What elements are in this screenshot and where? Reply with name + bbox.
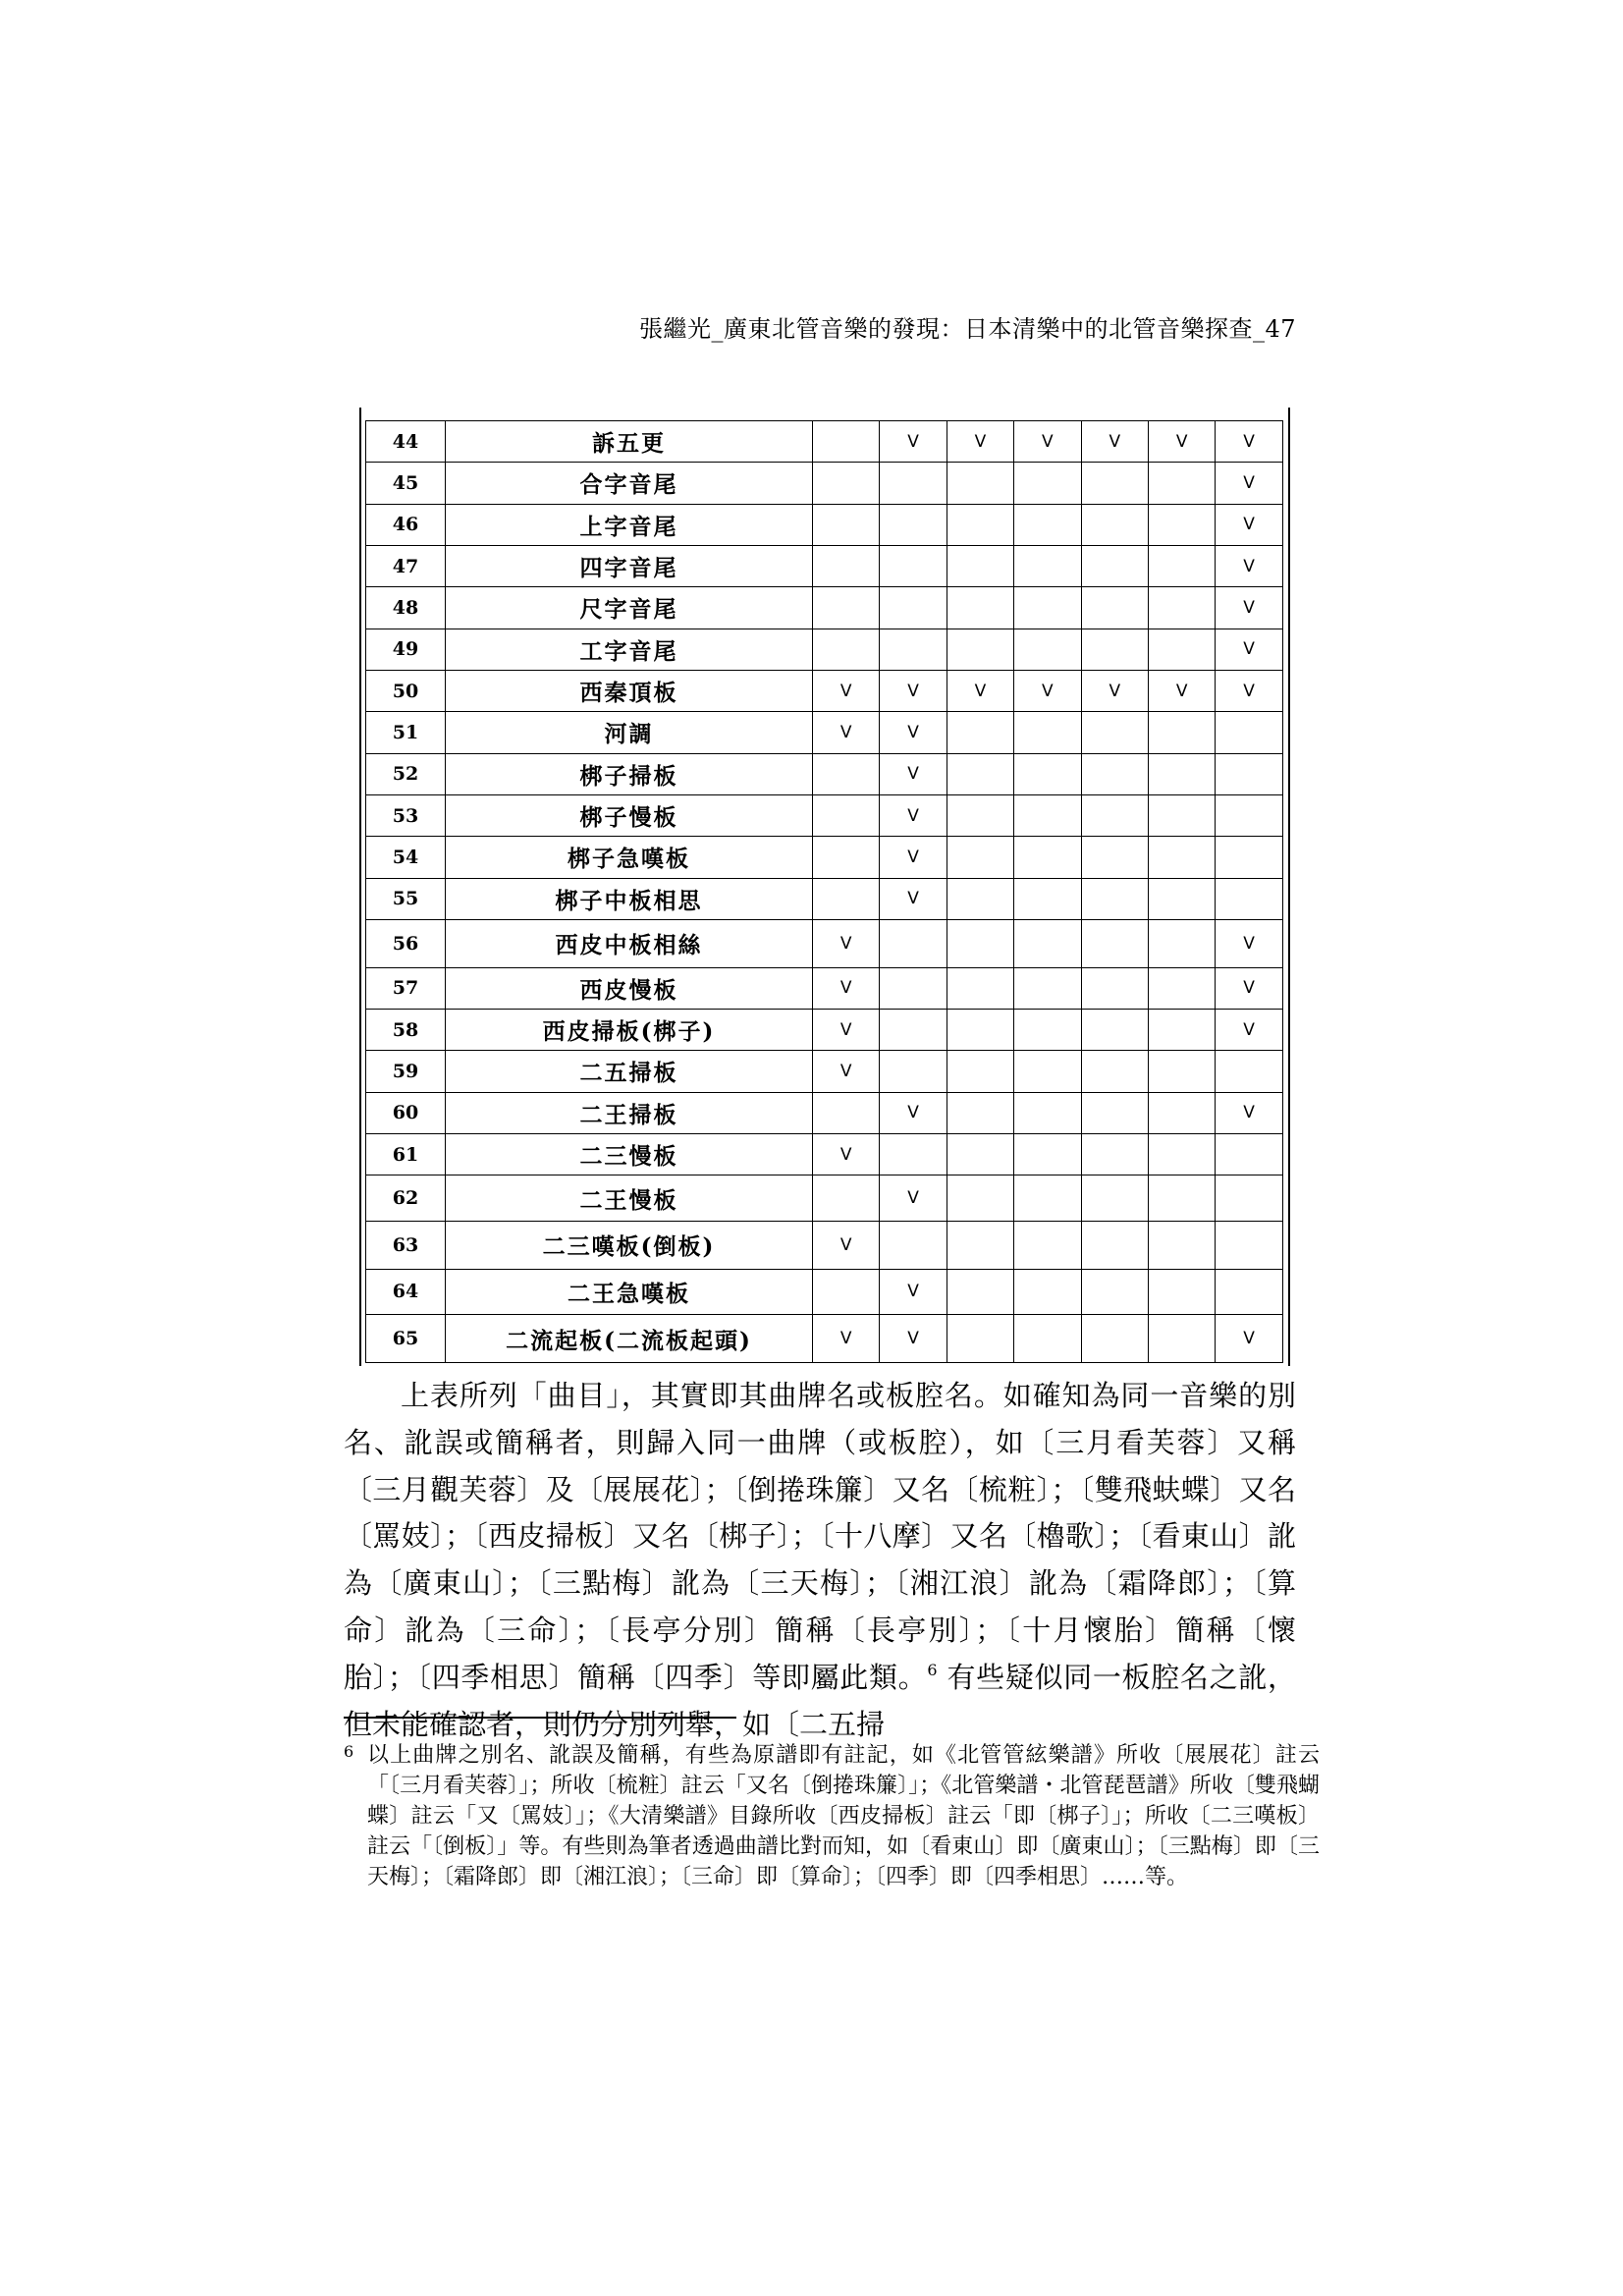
- source-check-cell: [1014, 545, 1081, 586]
- source-check-cell: V: [813, 712, 880, 753]
- source-check-cell: V: [1216, 421, 1282, 463]
- table-row: [366, 1269, 1283, 1315]
- source-check-cell: [1148, 587, 1215, 629]
- source-check-cell: [1081, 1133, 1148, 1175]
- source-check-cell: [1081, 587, 1148, 629]
- row-number: 61: [366, 1133, 446, 1175]
- source-check-cell: [880, 1051, 947, 1092]
- source-check-cell: [1216, 753, 1282, 794]
- source-check-cell: [1148, 712, 1215, 753]
- source-check-cell: [1148, 753, 1215, 794]
- source-check-cell: [880, 967, 947, 1009]
- source-check-cell: V: [1216, 670, 1282, 711]
- source-check-cell: [813, 878, 880, 919]
- source-check-cell: V: [813, 919, 880, 967]
- table-row: [366, 629, 1283, 670]
- source-check-cell: [813, 1269, 880, 1315]
- tune-title: 梆子慢板: [446, 794, 813, 836]
- table-row: [366, 1092, 1283, 1133]
- tune-table: [365, 420, 1283, 1363]
- source-check-cell: [1081, 1221, 1148, 1269]
- tune-title: 工字音尾: [446, 629, 813, 670]
- source-check-cell: V: [1216, 463, 1282, 504]
- table-row: [366, 1051, 1283, 1092]
- source-check-cell: V: [880, 753, 947, 794]
- source-check-cell: V: [813, 1133, 880, 1175]
- source-check-cell: [1148, 837, 1215, 878]
- source-check-cell: [947, 587, 1013, 629]
- row-number: 49: [366, 629, 446, 670]
- source-check-cell: [813, 629, 880, 670]
- source-check-cell: [1148, 794, 1215, 836]
- source-check-cell: [1081, 712, 1148, 753]
- footnote-text: 以上曲牌之別名、訛誤及簡稱，有些為原譜即有註記，如《北管管絃樂譜》所收〔展展花〕註云「〔三月看芙蓉〕」；所收〔梳粧〕註云「又名〔倒捲珠簾〕」；《北管樂譜・北管琵琶譜》所收〔雙飛蝴蝶〕註云「又〔罵妓〕」；《大清樂譜》目錄所收〔西皮掃板〕註云「即〔梆子〕」；所收〔二三嘆板〕註云「〔倒板〕」等。有些則為筆者透過曲譜比對而知，如〔看東山〕即〔廣東山〕；〔三點梅〕即〔三天梅〕；〔霜降郎〕即〔湘江浪〕；〔三命〕即〔算命〕；〔四季〕即〔四季相思〕……等。: [367, 1743, 1320, 1889]
- body-paragraph-text: 上表所列「曲目」，其實即其曲牌名或板腔名。如確知為同一音樂的別名、訛誤或簡稱者，則歸入同一曲牌（或板腔），如〔三月看芙蓉〕又稱〔三月觀芙蓉〕及〔展展花〕；〔倒捲珠簾〕又名〔梳粧〕；〔雙飛蚨蝶〕又名〔罵妓〕；〔西皮掃板〕又名〔梆子〕；〔十八摩〕又名〔櫓歌〕；〔看東山〕訛為〔廣東山〕；〔三點梅〕訛為〔三天梅〕；〔湘江浪〕訛為〔霜降郎〕；〔算命〕訛為〔三命〕；〔長亭分別〕簡稱〔長亭別〕；〔十月懷胎〕簡稱〔懷胎〕；〔四季相思〕簡稱〔四季〕等即屬此類。: [344, 1379, 1296, 1694]
- row-number: 47: [366, 545, 446, 586]
- source-check-cell: [1081, 837, 1148, 878]
- row-number: 45: [366, 463, 446, 504]
- source-check-cell: [947, 1269, 1013, 1315]
- source-check-cell: [1216, 1133, 1282, 1175]
- tune-title: 西皮慢板: [446, 967, 813, 1009]
- source-check-cell: [880, 629, 947, 670]
- source-check-cell: V: [1216, 504, 1282, 545]
- row-number: 54: [366, 837, 446, 878]
- source-check-cell: [947, 463, 1013, 504]
- source-check-cell: [813, 504, 880, 545]
- tune-title: 訴五更: [446, 421, 813, 463]
- source-check-cell: [947, 545, 1013, 586]
- source-check-cell: [1014, 1092, 1081, 1133]
- source-check-cell: [1081, 919, 1148, 967]
- source-check-cell: V: [1216, 629, 1282, 670]
- source-check-cell: V: [1081, 670, 1148, 711]
- source-check-cell: V: [1014, 421, 1081, 463]
- source-check-cell: [880, 587, 947, 629]
- row-number: 59: [366, 1051, 446, 1092]
- source-check-cell: V: [1014, 670, 1081, 711]
- source-check-cell: [947, 1221, 1013, 1269]
- source-check-cell: [1014, 1315, 1081, 1363]
- source-check-cell: [813, 1092, 880, 1133]
- source-check-cell: [1081, 1092, 1148, 1133]
- source-check-cell: [880, 1221, 947, 1269]
- table-row: [366, 670, 1283, 711]
- source-check-cell: V: [947, 421, 1013, 463]
- source-check-cell: [1014, 878, 1081, 919]
- source-check-cell: V: [1216, 1009, 1282, 1050]
- source-check-cell: [1148, 1009, 1215, 1050]
- source-check-cell: [880, 1133, 947, 1175]
- source-check-cell: [813, 587, 880, 629]
- tune-title: 梆子掃板: [446, 753, 813, 794]
- source-check-cell: [813, 545, 880, 586]
- table-row: [366, 712, 1283, 753]
- source-check-cell: [947, 504, 1013, 545]
- source-check-cell: V: [1148, 421, 1215, 463]
- row-number: 53: [366, 794, 446, 836]
- source-check-cell: [1081, 545, 1148, 586]
- body-paragraph: [344, 1373, 1296, 1748]
- tune-title: 二三嘆板(倒板): [446, 1221, 813, 1269]
- body-paragraph-tail: 有些疑似同一板腔名之訛，但未能確認者，則仍分別列舉，如〔二五掃: [344, 1660, 1296, 1741]
- table-row: [366, 794, 1283, 836]
- tune-title: 尺字音尾: [446, 587, 813, 629]
- source-check-cell: V: [880, 1269, 947, 1315]
- source-check-cell: V: [1216, 1092, 1282, 1133]
- source-check-cell: [813, 421, 880, 463]
- source-check-cell: [947, 1315, 1013, 1363]
- row-number: 48: [366, 587, 446, 629]
- source-check-cell: [1081, 463, 1148, 504]
- row-number: 65: [366, 1315, 446, 1363]
- source-check-cell: [1148, 504, 1215, 545]
- source-check-cell: [947, 1092, 1013, 1133]
- source-check-cell: [947, 1051, 1013, 1092]
- source-check-cell: [1081, 753, 1148, 794]
- source-check-cell: [1148, 1175, 1215, 1222]
- source-check-cell: [1081, 1175, 1148, 1222]
- table-row: [366, 463, 1283, 504]
- source-check-cell: [1148, 1051, 1215, 1092]
- source-check-cell: [947, 878, 1013, 919]
- source-check-cell: V: [880, 712, 947, 753]
- source-check-cell: [1014, 504, 1081, 545]
- table-row: [366, 587, 1283, 629]
- source-check-cell: V: [1216, 1315, 1282, 1363]
- tune-title: 二王掃板: [446, 1092, 813, 1133]
- tune-title: 二王急嘆板: [446, 1269, 813, 1315]
- table-row: [366, 1221, 1283, 1269]
- tune-table-frame: [359, 408, 1290, 1366]
- source-check-cell: [1014, 1051, 1081, 1092]
- source-check-cell: [880, 504, 947, 545]
- footnote-divider: [344, 1717, 736, 1719]
- source-check-cell: [1148, 1092, 1215, 1133]
- tune-title: 河調: [446, 712, 813, 753]
- source-check-cell: [813, 794, 880, 836]
- row-number: 57: [366, 967, 446, 1009]
- row-number: 52: [366, 753, 446, 794]
- row-number: 50: [366, 670, 446, 711]
- source-check-cell: V: [880, 1092, 947, 1133]
- source-check-cell: [1081, 629, 1148, 670]
- source-check-cell: [1148, 545, 1215, 586]
- tune-title: 西皮掃板(梆子): [446, 1009, 813, 1050]
- row-number: 51: [366, 712, 446, 753]
- table-row: [366, 421, 1283, 463]
- source-check-cell: V: [1081, 421, 1148, 463]
- source-check-cell: [1014, 587, 1081, 629]
- tune-title: 二流起板(二流板起頭): [446, 1315, 813, 1363]
- source-check-cell: [1014, 629, 1081, 670]
- source-check-cell: [947, 837, 1013, 878]
- table-row: [366, 1175, 1283, 1222]
- source-check-cell: V: [880, 837, 947, 878]
- source-check-cell: [1148, 1269, 1215, 1315]
- source-check-cell: [947, 1133, 1013, 1175]
- source-check-cell: V: [880, 670, 947, 711]
- row-number: 44: [366, 421, 446, 463]
- row-number: 58: [366, 1009, 446, 1050]
- source-check-cell: [1014, 967, 1081, 1009]
- source-check-cell: V: [1216, 919, 1282, 967]
- source-check-cell: [1148, 1315, 1215, 1363]
- tune-title: 梆子中板相思: [446, 878, 813, 919]
- source-check-cell: [1216, 1269, 1282, 1315]
- source-check-cell: V: [1216, 587, 1282, 629]
- table-row: [366, 919, 1283, 967]
- source-check-cell: [1014, 753, 1081, 794]
- source-check-cell: [1014, 794, 1081, 836]
- source-check-cell: [1081, 878, 1148, 919]
- row-number: 55: [366, 878, 446, 919]
- source-check-cell: V: [1216, 967, 1282, 1009]
- source-check-cell: [1216, 1175, 1282, 1222]
- table-row: [366, 878, 1283, 919]
- source-check-cell: V: [813, 1315, 880, 1363]
- source-check-cell: [1081, 794, 1148, 836]
- source-check-cell: [1014, 1221, 1081, 1269]
- footnote-mark: 6: [344, 1742, 354, 1761]
- table-row: [366, 753, 1283, 794]
- table-row: [366, 837, 1283, 878]
- source-check-cell: [1014, 1175, 1081, 1222]
- source-check-cell: [1014, 919, 1081, 967]
- source-check-cell: [1148, 1221, 1215, 1269]
- source-check-cell: [1216, 712, 1282, 753]
- source-check-cell: [1148, 878, 1215, 919]
- source-check-cell: [1014, 712, 1081, 753]
- tune-title: 二三慢板: [446, 1133, 813, 1175]
- source-check-cell: [813, 1175, 880, 1222]
- source-check-cell: [1216, 837, 1282, 878]
- source-check-cell: V: [880, 794, 947, 836]
- source-check-cell: V: [813, 1051, 880, 1092]
- source-check-cell: [813, 753, 880, 794]
- source-check-cell: [880, 545, 947, 586]
- tune-table-body: [366, 421, 1283, 1363]
- source-check-cell: [1148, 919, 1215, 967]
- source-check-cell: [1216, 1221, 1282, 1269]
- source-check-cell: V: [813, 1221, 880, 1269]
- source-check-cell: [947, 1175, 1013, 1222]
- source-check-cell: V: [1216, 545, 1282, 586]
- tune-title: 梆子急嘆板: [446, 837, 813, 878]
- tune-title: 二王慢板: [446, 1175, 813, 1222]
- source-check-cell: [1014, 837, 1081, 878]
- source-check-cell: [947, 794, 1013, 836]
- row-number: 60: [366, 1092, 446, 1133]
- table-row: [366, 967, 1283, 1009]
- source-check-cell: [947, 712, 1013, 753]
- footnote-ref[interactable]: 6: [927, 1660, 938, 1679]
- source-check-cell: V: [813, 670, 880, 711]
- tune-title: 合字音尾: [446, 463, 813, 504]
- table-row: [366, 1133, 1283, 1175]
- source-check-cell: V: [813, 1009, 880, 1050]
- tune-title: 四字音尾: [446, 545, 813, 586]
- source-check-cell: [1148, 967, 1215, 1009]
- row-number: 64: [366, 1269, 446, 1315]
- table-row: [366, 545, 1283, 586]
- table-row: [366, 504, 1283, 545]
- source-check-cell: [1081, 1009, 1148, 1050]
- source-check-cell: V: [880, 1175, 947, 1222]
- source-check-cell: [1081, 504, 1148, 545]
- source-check-cell: [1216, 794, 1282, 836]
- footnote: [344, 1740, 1320, 1892]
- source-check-cell: [1081, 967, 1148, 1009]
- table-row: [366, 1009, 1283, 1050]
- source-check-cell: [1014, 1269, 1081, 1315]
- source-check-cell: V: [880, 878, 947, 919]
- source-check-cell: [1148, 1133, 1215, 1175]
- source-check-cell: [947, 629, 1013, 670]
- source-check-cell: [1148, 463, 1215, 504]
- source-check-cell: [1014, 1009, 1081, 1050]
- source-check-cell: [880, 463, 947, 504]
- source-check-cell: [1216, 878, 1282, 919]
- source-check-cell: [1081, 1269, 1148, 1315]
- source-check-cell: V: [947, 670, 1013, 711]
- source-check-cell: V: [880, 1315, 947, 1363]
- tune-title: 二五掃板: [446, 1051, 813, 1092]
- source-check-cell: [1014, 1133, 1081, 1175]
- source-check-cell: V: [880, 421, 947, 463]
- source-check-cell: V: [1148, 670, 1215, 711]
- source-check-cell: [1014, 463, 1081, 504]
- row-number: 62: [366, 1175, 446, 1222]
- row-number: 56: [366, 919, 446, 967]
- source-check-cell: [947, 753, 1013, 794]
- source-check-cell: [947, 919, 1013, 967]
- row-number: 46: [366, 504, 446, 545]
- source-check-cell: [1148, 629, 1215, 670]
- source-check-cell: [880, 1009, 947, 1050]
- source-check-cell: V: [813, 967, 880, 1009]
- row-number: 63: [366, 1221, 446, 1269]
- tune-title: 西皮中板相絲: [446, 919, 813, 967]
- source-check-cell: [1081, 1051, 1148, 1092]
- source-check-cell: [947, 967, 1013, 1009]
- tune-title: 上字音尾: [446, 504, 813, 545]
- source-check-cell: [813, 463, 880, 504]
- source-check-cell: [947, 1009, 1013, 1050]
- tune-title: 西秦頂板: [446, 670, 813, 711]
- source-check-cell: [880, 919, 947, 967]
- source-check-cell: [1216, 1051, 1282, 1092]
- source-check-cell: [813, 837, 880, 878]
- source-check-cell: [1081, 1315, 1148, 1363]
- running-header: 張繼光_廣東北管音樂的發現：日本清樂中的北管音樂探查_47: [638, 315, 1296, 343]
- table-row: [366, 1315, 1283, 1363]
